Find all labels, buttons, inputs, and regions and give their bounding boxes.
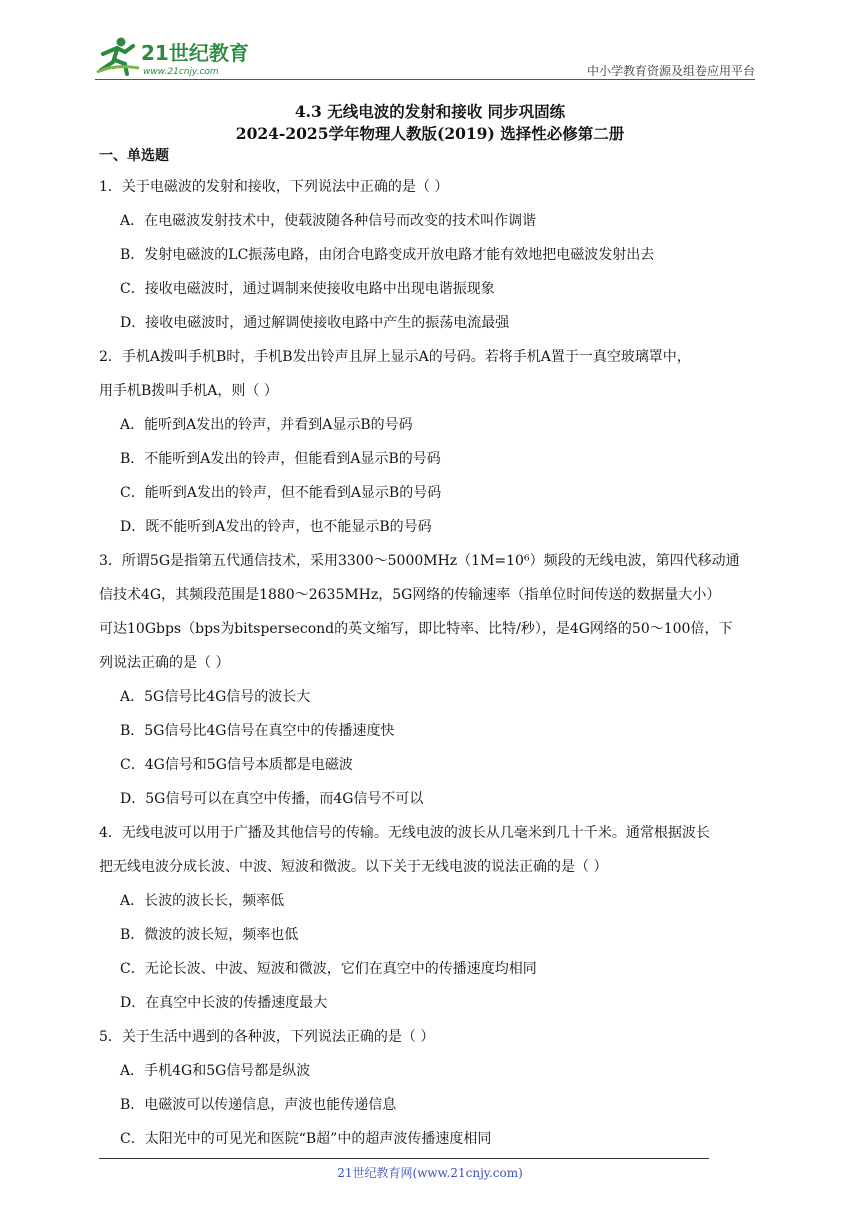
logo (95, 34, 265, 78)
question-stem: 4．无线电波可以用于广播及其他信号的传输。无线电波的波长从几毫米到几十千米。通常根据波长 (99, 825, 710, 841)
option-c[interactable]: C．能听到A发出的铃声，但不能看到A显示B的号码 (120, 485, 442, 501)
question-stem: 信技术4G，其频段范围是1880～2635MHz，5G网络的传输速率（指单位时间传送的数据量大小） (99, 587, 721, 603)
footer-link[interactable]: 21世纪教育网(www.21cnjy.com) (337, 1166, 523, 1180)
question-stem: 1．关于电磁波的发射和接收，下列说法中正确的是（ ） (99, 179, 449, 195)
question-stem: 用手机B拨叫手机A，则（ ） (99, 383, 278, 399)
option-d[interactable]: D．既不能听到A发出的铃声，也不能显示B的号码 (120, 519, 432, 535)
option-c[interactable]: C．接收电磁波时，通过调制来使接收电路中出现电谐振现象 (120, 281, 495, 297)
option-a[interactable]: A．手机4G和5G信号都是纵波 (120, 1063, 311, 1079)
logo-url: www.21cnjy.com (143, 67, 219, 77)
question-list (99, 146, 764, 1156)
footer-divider (99, 1158, 709, 1159)
question-3 (99, 544, 764, 816)
platform-name: 中小学教育资源及组卷应用平台 (586, 64, 755, 78)
option-a[interactable]: A．在电磁波发射技术中，使载波随各种信号而改变的技术叫作调谐 (120, 213, 537, 229)
option-d[interactable]: D．5G信号可以在真空中传播，而4G信号不可以 (120, 791, 424, 807)
option-a[interactable]: A．长波的波长长，频率低 (120, 893, 285, 909)
doc-subtitle: 2024-2025学年物理人教版(2019) 选择性必修第二册 (235, 124, 625, 143)
question-stem: 把无线电波分成长波、中波、短波和微波。以下关于无线电波的说法正确的是（ ） (99, 859, 608, 875)
question-stem: 5．关于生活中遇到的各种波，下列说法正确的是（ ） (99, 1029, 435, 1045)
option-c[interactable]: C．太阳光中的可见光和医院“B超”中的超声波传播速度相同 (120, 1131, 492, 1147)
question-stem: 可达10Gbps（bps为bitspersecond的英文缩写，即比特率、比特/秒），是4G网络的50～100倍，下 (99, 621, 733, 637)
option-a[interactable]: A．能听到A发出的铃声，并看到A显示B的号码 (120, 417, 413, 433)
option-c[interactable]: C．无论长波、中波、短波和微波，它们在真空中的传播速度均相同 (120, 961, 537, 977)
question-stem: 列说法正确的是（ ） (99, 655, 230, 671)
option-b[interactable]: B．发射电磁波的LC振荡电路，由闭合电路变成开放电路才能有效地把电磁波发射出去 (120, 247, 655, 263)
option-b[interactable]: B．不能听到A发出的铃声，但能看到A显示B的号码 (120, 451, 441, 467)
question-2 (99, 340, 764, 544)
question-4 (99, 816, 764, 1020)
option-b[interactable]: B．微波的波长短，频率也低 (120, 927, 299, 943)
page-header (95, 34, 755, 80)
option-b[interactable]: B．5G信号比4G信号在真空中的传播速度快 (120, 723, 395, 739)
question-stem: 3．所谓5G是指第五代通信技术，采用3300～5000MHz（1M=10⁶）频段的无线电波，第四代移动通 (99, 553, 740, 569)
question-1 (99, 170, 764, 340)
question-5 (99, 1020, 764, 1156)
doc-title: 4.3 无线电波的发射和接收 同步巩固练 (294, 102, 566, 121)
option-d[interactable]: D．接收电磁波时，通过解调使接收电路中产生的振荡电流最强 (120, 315, 510, 331)
option-b[interactable]: B．电磁波可以传递信息，声波也能传递信息 (120, 1097, 397, 1113)
question-stem: 2．手机A拨叫手机B时，手机B发出铃声且屏上显示A的号码。若将手机A置于一真空玻璃罩中， (99, 349, 691, 365)
runner-logo-icon (95, 34, 265, 78)
logo-title: 21世纪教育 (141, 41, 249, 65)
option-a[interactable]: A．5G信号比4G信号的波长大 (120, 689, 311, 705)
option-d[interactable]: D．在真空中长波的传播速度最大 (120, 995, 328, 1011)
section-heading: 一、单选题 (99, 148, 169, 164)
option-c[interactable]: C．4G信号和5G信号本质都是电磁波 (120, 757, 353, 773)
header-divider (95, 79, 755, 80)
